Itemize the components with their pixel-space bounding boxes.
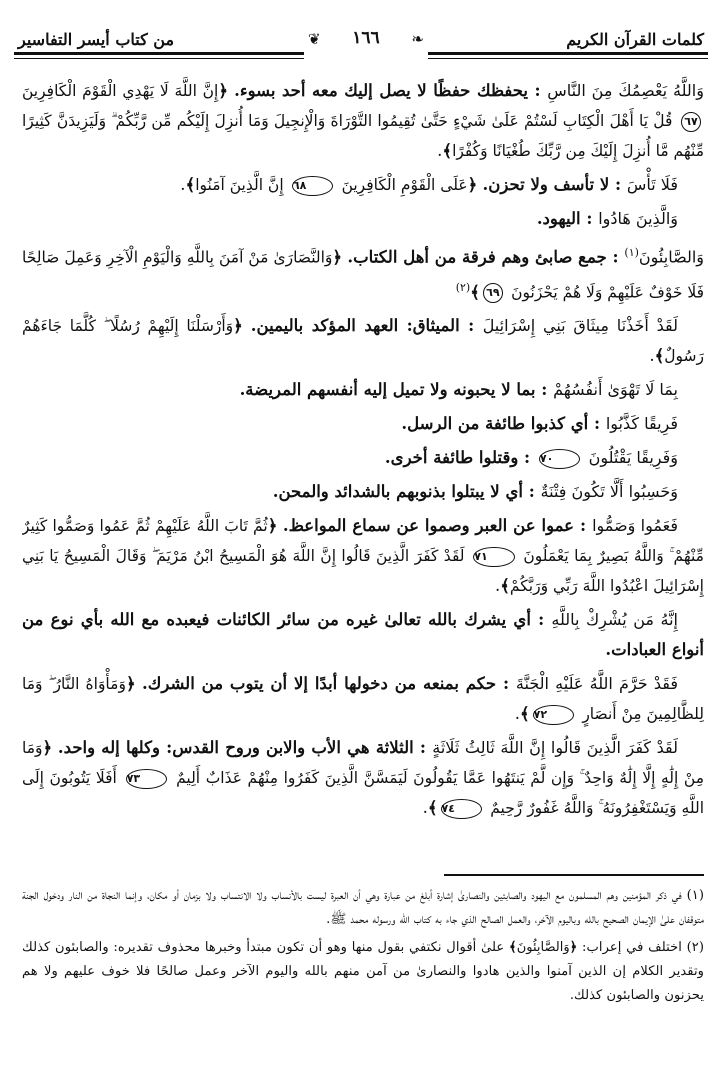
entry: وَالصَّابِئُونَ$^{(١)}$ : جمع صابئ وهم فرقة من أهل الكتاب. ﴿وَالنَّصَارَىٰ مَنْ آمَنَ بِاللَّهِ وَالْيَوْمِ الْآخِرِ وَعَمِلَ صَالِحًا فَلَا خَوْفٌ عَلَيْهِمْ وَلَا هُمْ يَحْزَنُونَ ٦٩﴾$^{(٢)}$	[22, 246, 704, 301]
ornament-left-icon: ❦	[308, 30, 321, 48]
entry-gloss: بما لا يحبونه ولا تميل إليه أنفسهم المريضة.	[239, 380, 536, 399]
ayah-number: ٦٩	[483, 283, 503, 303]
header-rule-left	[14, 52, 304, 55]
entry-term: وَفَرِيقًا يَقْتُلُونَ	[588, 448, 678, 467]
entry-term: فَلَا تَأْسَ	[626, 175, 678, 194]
entry-gloss: عموا عن العبر وصموا عن سماع المواعظ.	[282, 516, 575, 535]
footnote-number: (٢)	[686, 940, 704, 955]
header-rule-right-thin	[428, 58, 708, 59]
entry-term: بِمَا لَا تَهْوَىٰ أَنفُسُهُمْ	[553, 380, 678, 399]
entry: بِمَا لَا تَهْوَىٰ أَنفُسُهُمْ : بما لا يحبونه ولا تميل إليه أنفسهم المريضة.	[239, 380, 678, 399]
quran-verse: قُلْ يَا أَهْلَ الْكِتَابِ لَسْتُمْ عَلَىٰ شَيْءٍ حَتَّىٰ تُقِيمُوا التَّوْرَاةَ وَالْإِنجِيلَ وَمَا أُنزِلَ إِلَيْكُم مِّن رَّبِّكُمْ ۗ وَلَيَزِيدَنَّ كَثِيرًا مِّنْهُم مَّا أُنزِلَ إِلَيْكَ مِن رَّبِّكَ طُغْيَانًا وَكُفْرًا	[22, 112, 704, 160]
ornament-right-icon: ❧	[411, 30, 424, 48]
entry-gloss: لا تأسف ولا تحزن.	[482, 175, 610, 194]
main-text	[22, 76, 704, 852]
header-rule-right	[428, 52, 708, 55]
entry-term: وَالصَّابِئُونَ	[638, 247, 704, 267]
entry-gloss: الميثاق: العهد المؤكد باليمين.	[250, 316, 460, 335]
header-rule-left-thin	[14, 58, 304, 59]
entry-gloss: أي كذبوا طائفة من الرسل.	[401, 414, 589, 433]
entry-term: فَعَمُوا وَصَمُّوا	[592, 516, 678, 535]
page-number: ١٦٦	[352, 28, 380, 48]
entry: فَلَا تَأْسَ : لا تأسف ولا تحزن. ﴿عَلَى الْقَوْمِ الْكَافِرِينَ ٦٨ إِنَّ الَّذِينَ آمَنُوا﴾.	[180, 175, 678, 194]
entry-term: وَالَّذِينَ هَادُوا	[598, 209, 678, 228]
entry-term: فَرِيقًا كَذَّبُوا	[605, 414, 678, 433]
book-title: كلمات القرآن الكريم	[566, 30, 704, 49]
entry-gloss: أي يشرك بالله تعالىٰ غيره من سائر الكائنات فيعبده مع الله بأي نوع من أنواع العبادات.	[22, 610, 704, 659]
entry: إِنَّهُ مَن يُشْرِكْ بِاللَّهِ : أي يشرك بالله تعالىٰ غيره من سائر الكائنات فيعبده مع الله بأي نوع من أنواع العبادات.	[22, 610, 704, 659]
ayah-number: ٧٢	[533, 705, 574, 725]
entry: لَقَدْ كَفَرَ الَّذِينَ قَالُوا إِنَّ اللَّهَ ثَالِثُ ثَلَاثَةٍ : الثلاثة هي الأب والابن وروح القدس: وكلها إله واحد. ﴿وَمَا مِنْ إِلَٰهٍ إِلَّا إِلَٰهٌ وَاحِدٌ ۚ وَإِن لَّمْ يَنتَهُوا عَمَّا يَقُولُونَ لَيَمَسَّنَّ الَّذِينَ كَفَرُوا مِنْهُمْ عَذَابٌ أَلِيمٌ ٧٣ أَفَلَا يَتُوبُونَ إِلَى اللَّهِ وَيَسْتَغْفِرُونَهُ ۚ وَاللَّهُ غَفُورٌ رَّحِيمٌ ٧٤﴾.	[22, 738, 704, 817]
footnote-text: اختلف في إعراب:	[582, 940, 682, 955]
ayah-number: ٧٤	[441, 799, 482, 819]
entry-gloss: حكم بمنعه من دخولها أبدًا إلا أن يتوب من الشرك.	[142, 674, 497, 693]
footnote: (٢) اختلف في إعراب: ﴿وَالصَّابِئُونَ﴾ علىٰ أقوال نكتفي بقول منها وهو أن تكون مبتدأ وخبرها محذوف تقديره: والصابئون كذلك وتقدير الكلام إن الذين آمنوا والذين هادوا والنصارىٰ من آمن منهم بالله واليوم الآخر وعمل صالحًا فلا خوف عليهم ولا هم يحزنون والصابئون كذلك.	[22, 940, 704, 1003]
entry: وَحَسِبُوا أَلَّا تَكُونَ فِتْنَةٌ : أي لا يبتلوا بذنوبهم بالشدائد والمحن.	[272, 482, 678, 501]
entry: لَقَدْ أَخَذْنَا مِيثَاقَ بَنِي إِسْرَائِيلَ : الميثاق: العهد المؤكد باليمين. ﴿وَأَرْسَلْنَا إِلَيْهِمْ رُسُلًا ۖ كُلَّمَا جَاءَهُمْ رَسُولٌ﴾.	[22, 316, 704, 365]
entry-term: إِنَّهُ مَن يُشْرِكْ بِاللَّهِ	[551, 610, 678, 629]
footnote-quote: وَالصَّابِئُونَ	[516, 940, 570, 955]
entry-gloss: وقتلوا طائفة أخرى.	[384, 448, 519, 467]
quran-verse: ثُمَّ تَابَ اللَّهُ عَلَيْهِمْ ثُمَّ عَمُوا وَصَمُّوا كَثِيرٌ مِّنْهُمْ ۚ وَاللَّهُ بَصِيرٌ بِمَا يَعْمَلُونَ	[22, 517, 704, 565]
quran-verse: وَمَأْوَاهُ النَّارُ ۖ وَمَا لِلظَّالِمِينَ مِنْ أَنصَارٍ	[22, 675, 704, 723]
series-title: من كتاب أيسر التفاسير	[18, 30, 175, 49]
entry: وَفَرِيقًا يَقْتُلُونَ ٧٠ : وقتلوا طائفة أخرى.	[384, 448, 678, 467]
footnote-ref: (٢)	[455, 280, 471, 294]
page-header	[14, 26, 708, 62]
footnote	[22, 884, 704, 932]
ayah-number: ٦٨	[292, 176, 333, 196]
ayah-number: ٧٣	[126, 769, 167, 789]
entry-gloss: الثلاثة هي الأب والابن وروح القدس: وكلها إله واحد.	[57, 738, 414, 757]
quran-verse: لَقَدْ كَفَرَ الَّذِينَ قَالُوا إِنَّ اللَّهَ هُوَ الْمَسِيحُ ابْنُ مَرْيَمَ ۖ وَقَالَ الْمَسِيحُ يَا بَنِي إِسْرَائِيلَ اعْبُدُوا اللَّهَ رَبِّي وَرَبَّكُمْ	[22, 547, 704, 595]
entry: فَرِيقًا كَذَّبُوا : أي كذبوا طائفة من الرسل.	[401, 414, 678, 433]
footnote-text: في ذكر المؤمنين وهم المسلمون مع اليهود والصابئين والنصارىٰ إشارة أبلغ من عبارة وهي أن العبرة ليست بالأنساب ولا الانتساب ولا بزمان أو مكان، وإنما النجاة من النار ودخول الجنة متوقفان علىٰ الإيمان الصحيح بالله وباليوم الآخر، والعمل الصالح الذي جاء به كتاب الله ورسوله محمد ﷺ.	[22, 888, 704, 927]
quran-verse: إِنَّ اللَّهَ لَا يَهْدِي الْقَوْمَ الْكَافِرِينَ	[22, 82, 219, 100]
quran-verse: وَمَا مِنْ إِلَٰهٍ إِلَّا إِلَٰهٌ وَاحِدٌ ۚ وَإِن لَّمْ يَنتَهُوا عَمَّا يَقُولُونَ لَيَمَسَّنَّ الَّذِينَ كَفَرُوا مِنْهُمْ عَذَابٌ أَلِيمٌ	[22, 739, 704, 787]
ayah-number: ٦٧	[681, 112, 701, 132]
entry-term: وَحَسِبُوا أَلَّا تَكُونَ فِتْنَةٌ	[540, 482, 678, 501]
entry-term: لَقَدْ كَفَرَ الَّذِينَ قَالُوا إِنَّ اللَّهَ ثَالِثُ ثَلَاثَةٍ	[432, 738, 678, 757]
footnote-text: علىٰ أقوال نكتفي بقول منها وهو أن تكون مبتدأ وخبرها محذوف تقديره: والصابئون كذلك وتقدير الكلام إن الذين آمنوا والذين هادوا والنصارىٰ من آمن منهم بالله واليوم الآخر وعمل صالحًا فلا خوف عليهم ولا هم يحزنون والصابئون كذلك.	[22, 940, 704, 1003]
entry-gloss: اليهود.	[536, 209, 581, 228]
entry-term: وَاللَّهُ يَعْصِمُكَ مِنَ النَّاسِ	[547, 81, 704, 100]
entry: وَاللَّهُ يَعْصِمُكَ مِنَ النَّاسِ : يحفظك حفظًا لا يصل إليك معه أحد بسوء. ﴿إِنَّ اللَّهَ لَا يَهْدِي الْقَوْمَ الْكَافِرِينَ ٦٧ قُلْ يَا أَهْلَ الْكِتَابِ لَسْتُمْ عَلَىٰ شَيْءٍ حَتَّىٰ تُقِيمُوا التَّوْرَاةَ وَالْإِنجِيلَ وَمَا أُنزِلَ إِلَيْكُم مِّن رَّبِّكُمْ ۗ وَلَيَزِيدَنَّ كَثِيرًا مِّنْهُم مَّا أُنزِلَ إِلَيْكَ مِن رَّبِّكَ طُغْيَانًا وَكُفْرًا﴾.	[22, 81, 704, 160]
ayah-number: ٧١	[473, 547, 514, 567]
quran-verse: إِنَّ الَّذِينَ آمَنُوا	[195, 176, 284, 194]
footnote-divider	[444, 874, 704, 876]
footnotes	[22, 884, 704, 1080]
entry-gloss: جمع صابئ وهم فرقة من أهل الكتاب.	[347, 247, 607, 267]
entry: وَالَّذِينَ هَادُوا : اليهود.	[536, 209, 678, 228]
quran-verse: عَلَى الْقَوْمِ الْكَافِرِينَ	[341, 176, 468, 194]
entry-gloss: أي لا يبتلوا بذنوبهم بالشدائد والمحن.	[272, 482, 523, 501]
entry: فَقَدْ حَرَّمَ اللَّهُ عَلَيْهِ الْجَنَّةَ : حكم بمنعه من دخولها أبدًا إلا أن يتوب من الشرك. ﴿وَمَأْوَاهُ النَّارُ ۖ وَمَا لِلظَّالِمِينَ مِنْ أَنصَارٍ ٧٢﴾.	[22, 674, 704, 723]
quran-verse: وَالنَّصَارَىٰ مَنْ آمَنَ بِاللَّهِ وَالْيَوْمِ الْآخِرِ وَعَمِلَ صَالِحًا فَلَا خَوْفٌ عَلَيْهِمْ وَلَا هُمْ يَحْزَنُونَ	[22, 248, 704, 301]
page-number-cartouche	[304, 26, 428, 56]
entry-term: فَقَدْ حَرَّمَ اللَّهُ عَلَيْهِ الْجَنَّةَ	[515, 674, 679, 693]
quran-verse: أَفَلَا يَتُوبُونَ إِلَى اللَّهِ وَيَسْتَغْفِرُونَهُ ۚ وَاللَّهُ غَفُورٌ رَّحِيمٌ	[22, 769, 704, 817]
entry-gloss: يحفظك حفظًا لا يصل إليك معه أحد بسوء.	[234, 81, 528, 100]
entry-term: لَقَدْ أَخَذْنَا مِيثَاقَ بَنِي إِسْرَائِيلَ	[482, 316, 678, 335]
quran-verse: وَأَرْسَلْنَا إِلَيْهِمْ رُسُلًا ۖ كُلَّمَا جَاءَهُمْ رَسُولٌ	[22, 317, 704, 365]
footnote-ref: (١)	[624, 246, 639, 259]
entry: فَعَمُوا وَصَمُّوا : عموا عن العبر وصموا عن سماع المواعظ. ﴿ثُمَّ تَابَ اللَّهُ عَلَيْهِمْ ثُمَّ عَمُوا وَصَمُّوا كَثِيرٌ مِّنْهُمْ ۚ وَاللَّهُ بَصِيرٌ بِمَا يَعْمَلُونَ ٧١ لَقَدْ كَفَرَ الَّذِينَ قَالُوا إِنَّ اللَّهَ هُوَ الْمَسِيحُ ابْنُ مَرْيَمَ ۖ وَقَالَ الْمَسِيحُ يَا بَنِي إِسْرَائِيلَ اعْبُدُوا اللَّهَ رَبِّي وَرَبَّكُمْ﴾.	[22, 516, 704, 595]
ayah-number: ٧٠	[539, 449, 580, 469]
footnote-number: (١)	[686, 888, 704, 903]
